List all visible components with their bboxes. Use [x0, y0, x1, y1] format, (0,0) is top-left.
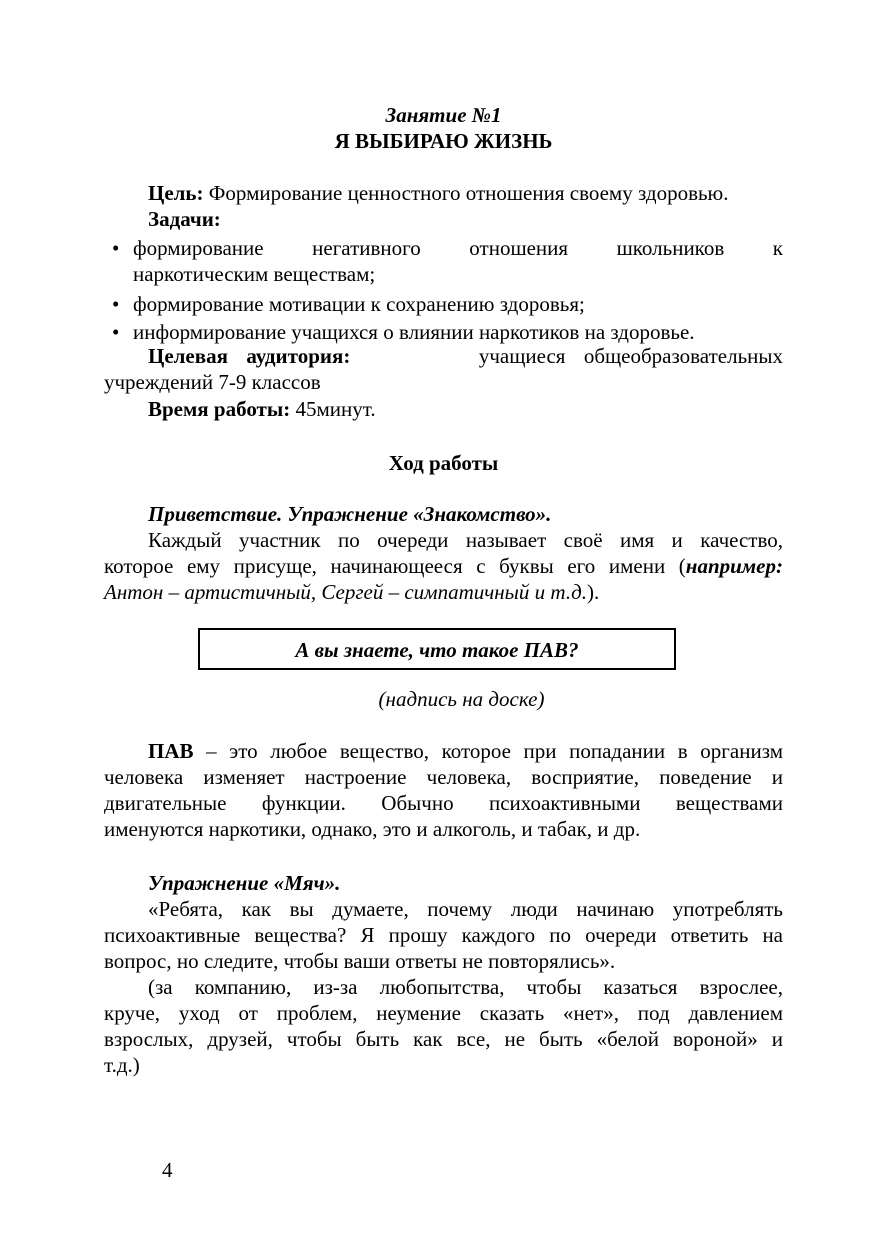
lesson-title: Я ВЫБИРАЮ ЖИЗНЬ	[334, 129, 553, 153]
greeting-heading: Приветствие. Упражнение «Знакомство».	[148, 502, 552, 526]
list-item: • формирование мотивации к сохранению здоровья;	[112, 292, 585, 316]
audience-paragraph: Целевая аудитория: учащиеся общеобразовательных учреждений 7-9 классов	[104, 344, 783, 394]
progress-heading: Ход работы	[388, 451, 499, 475]
goal-paragraph	[104, 180, 783, 206]
ball-section: Упражнение «Мяч». «Ребята, как вы думаете, почему люди начинаю употреблять психоактивные вещества? Я прошу каждого по очереди ответить на вопрос, но следите, чтобы ваши ответы не повторялись». (за компанию, из-за любопытства, чтобы казаться взрослее, круче, уход от проблем, неумение сказать «нет», под давлением взрослых, друзей, чтобы быть как все, не быть «белой вороной» и т.д.)	[104, 871, 783, 1077]
ball-heading: Упражнение «Мяч».	[148, 871, 341, 895]
list-item: • информирование учащихся о влиянии наркотиков на здоровье.	[112, 320, 695, 344]
pav-paragraph: ПАВ – это любое вещество, которое при попадании в организм человека изменяет настроение человека, восприятие, поведение и двигательные функции. Обычно психоактивными веществами именуются наркотики, однако, это и алкоголь, и табак, и др.	[104, 739, 783, 841]
bullet-icon: •	[112, 320, 120, 344]
board-note: (надпись на доске)	[378, 687, 545, 711]
bullet-icon: •	[112, 292, 120, 316]
lesson-number: Занятие №1	[385, 103, 502, 127]
board-question-box: А вы знаете, что такое ПАВ?	[198, 628, 676, 670]
bullet-icon: •	[112, 236, 120, 260]
goal-text: Формирование ценностного отношения своему здоровью.	[203, 181, 729, 205]
goal-label: Цель:	[148, 181, 204, 205]
tasks-heading: Задачи:	[148, 207, 221, 231]
greeting-section: Приветствие. Упражнение «Знакомство». Каждый участник по очереди называет своё имя и качество, которое ему присуще, начинающееся с буквы его имени (например: Антон – артистичный, Сергей – симпатичный и т.д.).	[104, 502, 783, 604]
tasks-list	[104, 235, 783, 345]
list-item: • формирование негативного отношения школьников к наркотическим веществам;	[112, 236, 783, 286]
time-paragraph: Время работы: 45минут.	[148, 397, 376, 421]
page-number: 4	[162, 1158, 173, 1182]
